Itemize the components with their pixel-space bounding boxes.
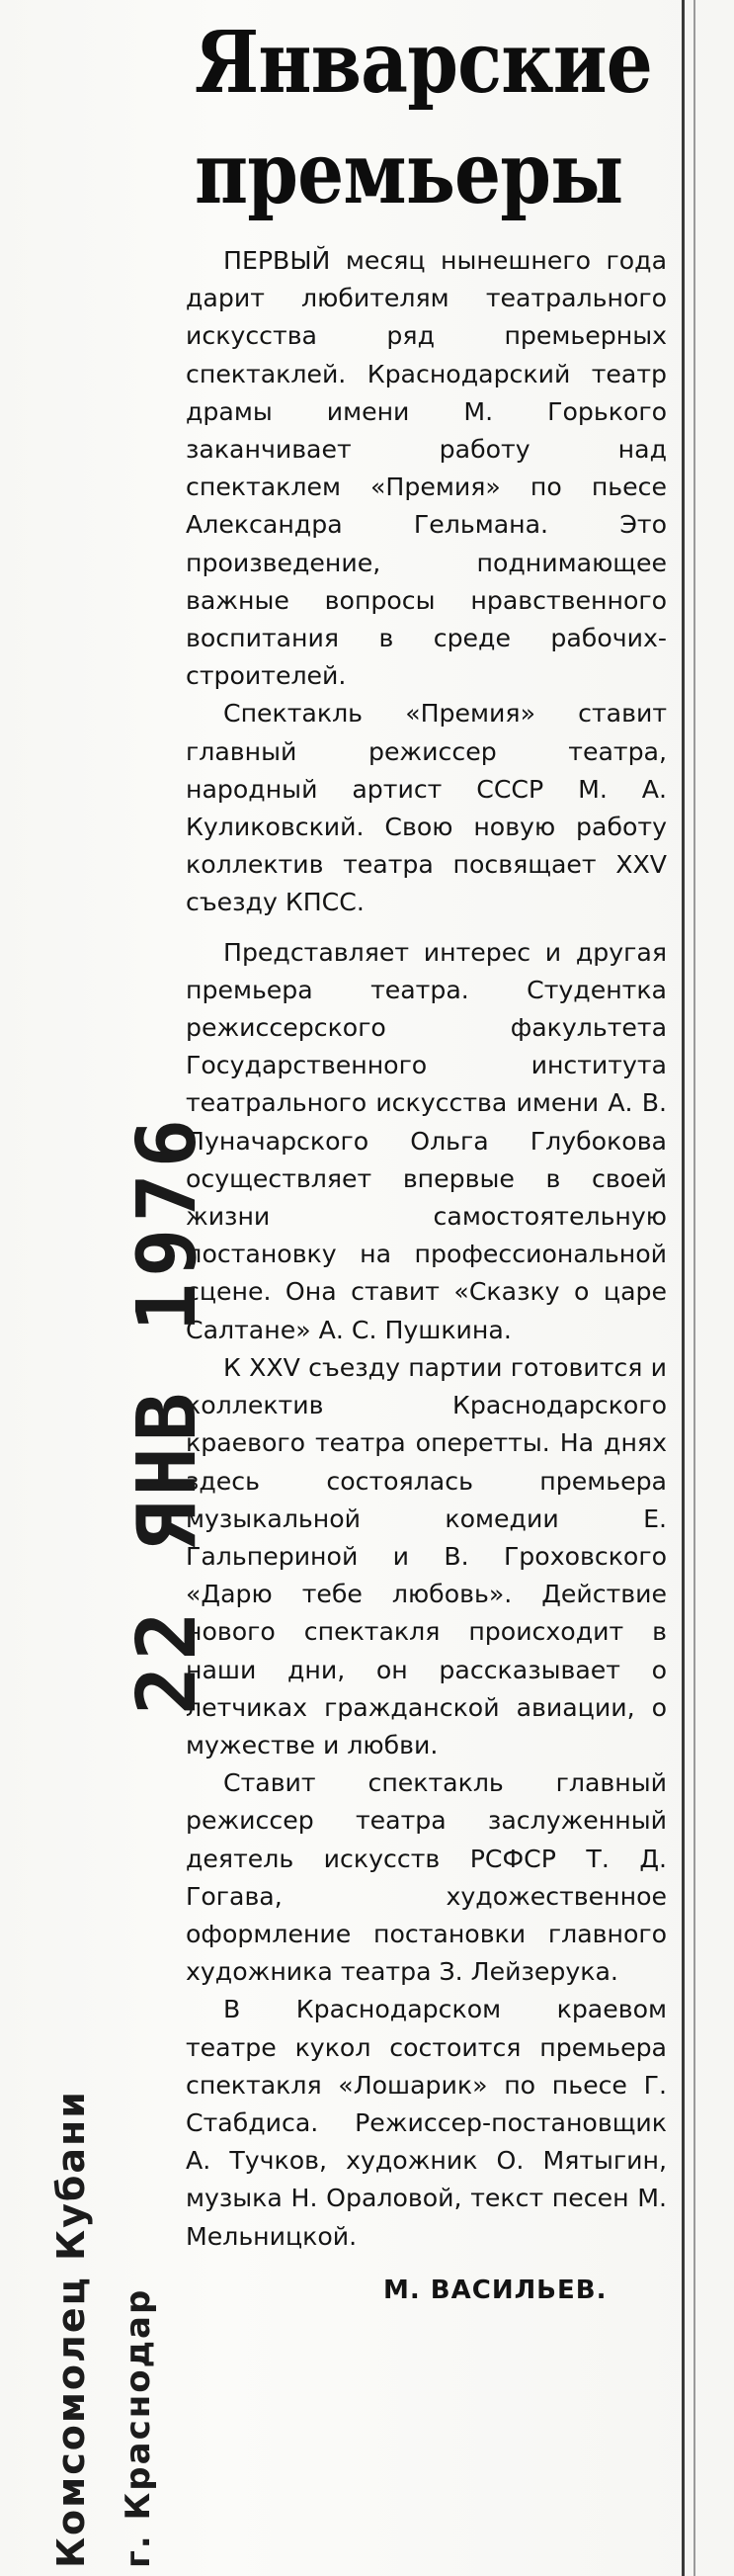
article-paragraph: Спектакль «Премия» ставит главный режиссер театра, народный артист СССР М. А. Куликовский. Свою новую работу коллектив театра посвящает XXV съезду КПСС. — [186, 699, 667, 917]
headline-line-2: премьеры — [195, 124, 623, 223]
article-paragraph: Представляет интерес и другая премьера театра. Студентка режиссерского факультета Государственного института театрального искусства имени А. В. Луначарского Ольга Глубокова осуществляет впервые в своей жизни самостоятельную постановку на профессиональной сцене. Она ставит «Сказку о царе Салтане» А. С. Пушкина. — [186, 937, 667, 1344]
article-paragraph: В Краснодарском краевом театре кукол состоится премьера спектакля «Лошарик» по пьесе Г. Стабдиса. Режиссер-постановщик А. Тучков, художник О. Мятыгин, музыка Н. Ораловой, текст песен М. Мельницкой. — [186, 1995, 667, 2251]
newspaper-name-text: Комсомолец Кубани — [49, 2090, 93, 2568]
author-signature: М. ВАСИЛЬЕВ. — [383, 2275, 608, 2305]
article-paragraph: Ставит спектакль главный режиссер театра заслуженный деятель искусств РСФСР Т. Д. Гогава, художественное оформление постановки главного художника театра З. Лейзерука. — [186, 1768, 667, 1987]
article-paragraph: К XXV съезду партии готовится и коллектив Краснодарского краевого театра оперетты. На днях здесь состоялась премьера музыкальной комедии Е. Гальпериной и В. Гроховского «Дарю тебе любовь». Действие нового спектакля происходит в наши дни, он рассказывает о летчиках гражданской авиации, о мужестве и любви. — [186, 1352, 667, 1760]
date-stamp-text: 22 ЯНВ 1976 — [121, 1112, 214, 1715]
city-stamp-text: г. Краснодар — [119, 2287, 158, 2568]
headline-line-1: Январские — [195, 13, 653, 113]
article-paragraph: ПЕРВЫЙ месяц нынешнего года дарит любителям театрального искусства ряд премьерных спектаклей. Краснодарский театр драмы имени М. Горького заканчивает работу над спектаклем «Премия» по пьесе Александра Гельмана. Это произведение, поднимающее важные вопросы нравственного воспитания в среде рабочих-строителей. — [186, 246, 667, 691]
article-body — [186, 242, 667, 2256]
column-rule — [682, 0, 685, 2576]
column-rule-secondary — [693, 0, 695, 2576]
article-headline — [195, 8, 653, 229]
